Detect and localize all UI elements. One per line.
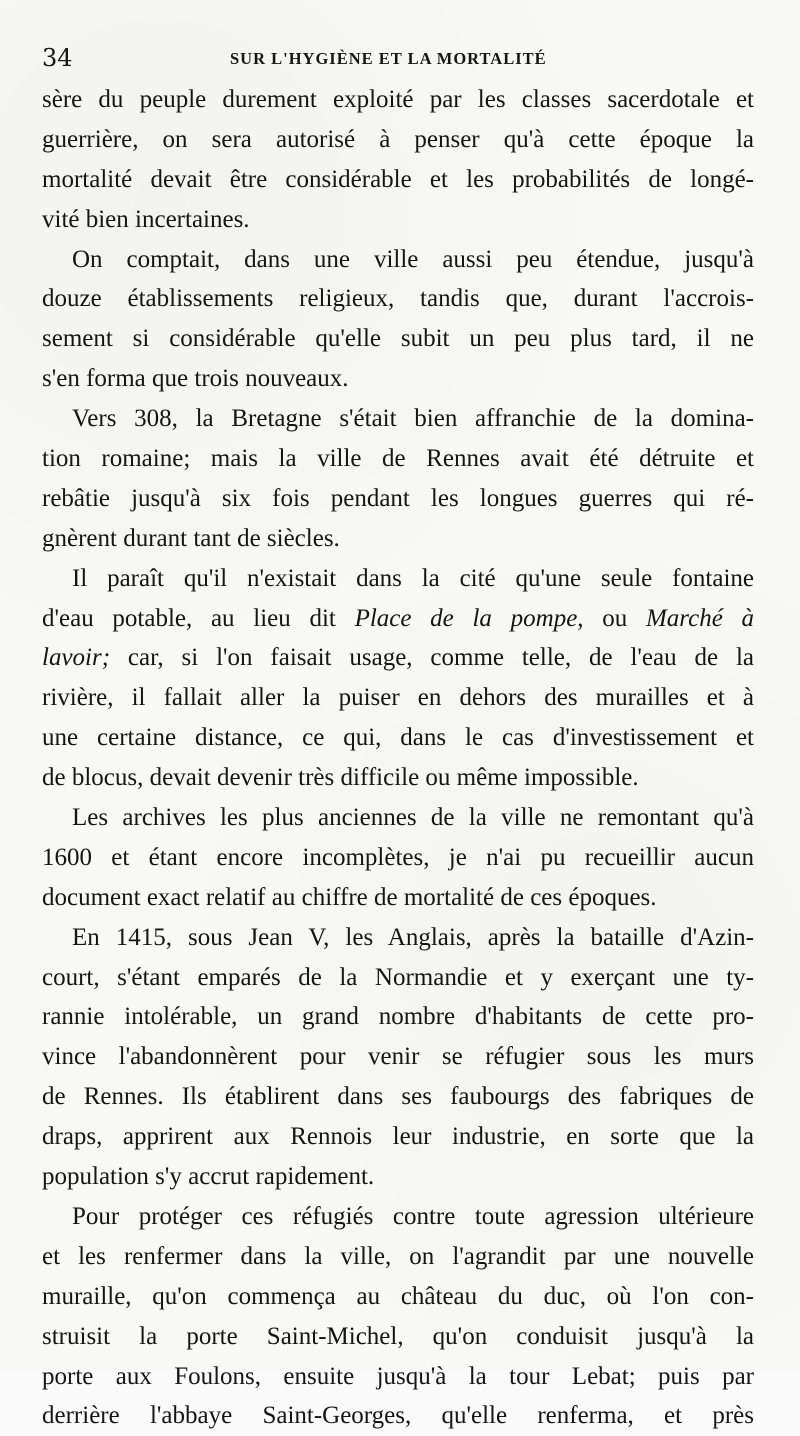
- text-line: rivière, il fallait aller la puiser en dehors des murailles et à: [42, 684, 754, 712]
- page-number: 34: [42, 44, 73, 72]
- paragraph-start-line: On comptait, dans une ville aussi peu étendue, jusqu'à: [72, 245, 754, 273]
- paragraph-start-line: Vers 308, la Bretagne s'était bien affranchie de la domina-: [72, 405, 754, 433]
- paragraph-start-line: Il paraît qu'il n'existait dans la cité qu'une seule fontaine: [72, 564, 754, 592]
- text-line: rannie intolérable, un grand nombre d'habitants de cette pro-: [42, 1003, 754, 1031]
- text-line: guerrière, on sera autorisé à penser qu'à cette époque la: [42, 125, 754, 153]
- text-line: vince l'abandonnèrent pour venir se réfugier sous les murs: [42, 1043, 754, 1071]
- text-line: 1600 et étant encore incomplètes, je n'ai pu recueillir aucun: [42, 843, 754, 871]
- text-line: population s'y accrut rapidement.: [42, 1163, 375, 1191]
- place-name-italic: Marché à: [645, 604, 754, 632]
- text-line: muraille, qu'on commença au château du duc, où l'on con-: [42, 1282, 754, 1310]
- body-text: [42, 80, 754, 1436]
- text-line: vité bien incertaines.: [42, 205, 250, 233]
- running-head: [42, 40, 762, 74]
- place-name-italic: lavoir;: [42, 644, 111, 672]
- text-line: court, s'étant emparés de la Normandie et y exerçant une ty-: [42, 963, 754, 991]
- text-line: douze établissements religieux, tandis que, durant l'accrois-: [42, 285, 754, 313]
- paragraph-start-line: En 1415, sous Jean V, les Anglais, après la bataille d'Azin-: [72, 923, 754, 951]
- text-line: tion romaine; mais la ville de Rennes avait été détruite et: [42, 445, 754, 473]
- running-title: SUR L'HYGIÈNE ET LA MORTALITÉ: [230, 49, 547, 68]
- text-span: d'eau potable, au lieu dit: [42, 604, 355, 632]
- text-line-with-italics: [42, 599, 754, 639]
- text-line-with-italics: [42, 638, 754, 678]
- place-name-italic: Place de la pompe: [354, 604, 578, 632]
- text-line: struisit la porte Saint-Michel, qu'on conduisit jusqu'à la: [42, 1322, 754, 1350]
- text-line: de Rennes. Ils établirent dans ses faubourgs des fabriques de: [42, 1083, 754, 1111]
- text-line: gnèrent durant tant de siècles.: [42, 524, 340, 552]
- text-line: derrière l'abbaye Saint-Georges, qu'elle renferma, et près: [42, 1402, 754, 1430]
- text-line: sère du peuple durement exploité par les classes sacerdotale et: [42, 86, 754, 113]
- paragraph-start-line: Les archives les plus anciennes de la ville ne remontant qu'à: [72, 804, 754, 832]
- text-line: sement si considérable qu'elle subit un peu plus tard, il ne: [42, 325, 754, 353]
- text-line: document exact relatif au chiffre de mortalité de ces époques.: [42, 883, 657, 911]
- text-line: de blocus, devait devenir très difficile ou même impossible.: [42, 764, 639, 792]
- paragraph-start-line: Pour protéger ces réfugiés contre toute agression ultérieure: [72, 1202, 754, 1230]
- text-line: et les renfermer dans la ville, on l'agrandit par une nouvelle: [42, 1242, 754, 1270]
- text-line: draps, apprirent aux Rennois leur industrie, en sorte que la: [42, 1123, 754, 1151]
- text-line: une certaine distance, ce qui, dans le cas d'investissement et: [42, 724, 754, 752]
- text-line: s'en forma que trois nouveaux.: [42, 365, 349, 393]
- text-line: rebâtie jusqu'à six fois pendant les longues guerres qui ré-: [42, 484, 754, 512]
- text-line: mortalité devait être considérable et les probabilités de longé-: [42, 165, 754, 193]
- text-span: car, si l'on faisait usage, comme telle, de l'eau de la: [110, 644, 754, 672]
- text-span: , ou: [577, 604, 646, 632]
- text-line: porte aux Foulons, ensuite jusqu'à la tour Lebat; puis par: [42, 1362, 754, 1390]
